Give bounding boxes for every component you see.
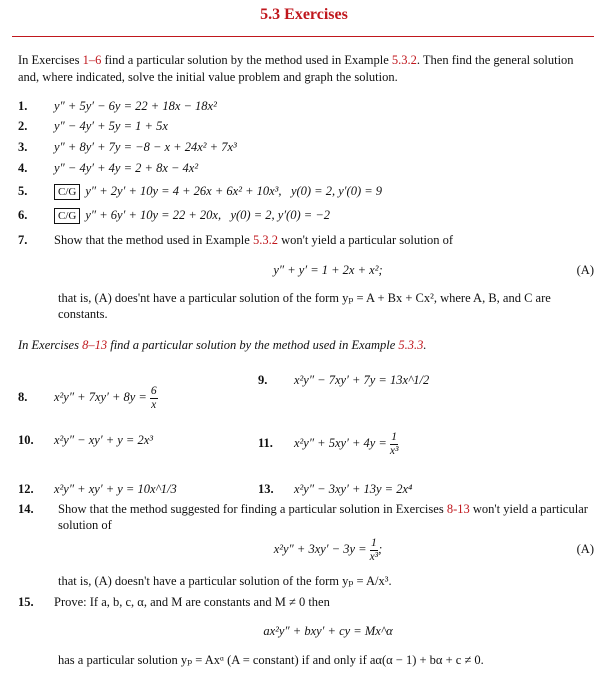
intro-pre: In Exercises (18, 53, 83, 67)
fraction (390, 431, 399, 458)
display-equation (60, 535, 596, 564)
display-equation: y″ + y′ = 1 + 2x + x²; (273, 263, 383, 277)
exercise-range-link[interactable]: 8–13 (82, 338, 108, 352)
section-intro (18, 338, 427, 353)
exercise-number: 11. (258, 436, 273, 450)
initial-conditions: y(0) = 2, y′(0) = 9 (290, 184, 383, 198)
exercise-number: 5. (18, 184, 28, 198)
exercise-equation: y″ + 8y′ + 7y = −8 − x + 24x² + 7x³ (54, 140, 237, 154)
exercise-number: 4. (18, 161, 28, 175)
exercise-number: 12. (18, 482, 34, 496)
exercise-equation: y″ + 6y′ + 10y = 22 + 20x, (85, 208, 222, 222)
exercise-text-post: won't yield a particular solution of (277, 233, 454, 247)
exercise-number: 13. (258, 482, 274, 496)
exercise-number: 7. (18, 233, 28, 247)
exercise-text-post: won't yield a particular solution of (58, 502, 588, 532)
exercise-equation: y″ − 4y′ + 5y = 1 + 5x (54, 119, 168, 133)
exercise-7-followup: that is, (A) does'nt have a particular solution of the form yₚ = A + Bx + Cx², where A, B, and C are constants. (58, 291, 551, 321)
exercise-2 (18, 118, 598, 135)
exercise-number: 10. (18, 433, 34, 447)
exercise-14-followup: that is, (A) doesn't have a particular solution of the form yₚ = A/x³. (58, 574, 392, 588)
exercise-equation: y″ + 2y′ + 10y = 4 + 26x + 6x² + 10x³, (85, 184, 282, 198)
fraction-denominator: x³ (389, 444, 399, 457)
exercise-equation: y″ − 4y′ + 4y = 2 + 8x − 4x² (54, 161, 199, 175)
example-link[interactable]: 5.3.3 (398, 338, 424, 352)
exercise-10 (18, 432, 248, 449)
fraction-numerator: 1 (370, 536, 377, 549)
exercise-text-pre: Show that the method used in Example (54, 233, 253, 247)
fraction-numerator: 6 (150, 384, 157, 397)
example-link[interactable]: 5.3.2 (252, 233, 278, 247)
exercise-number: 15. (18, 595, 34, 609)
exercise-1 (18, 98, 598, 115)
exercise-5 (18, 183, 598, 200)
section-mid: find a particular solution by the method used in Example (107, 338, 399, 352)
exercise-8 (18, 384, 598, 412)
page-title: 5.3 Exercises (260, 6, 348, 23)
example-link[interactable]: 5.3.2 (391, 53, 417, 67)
exercise-equation: y″ + 5y′ − 6y = 22 + 18x − 18x² (54, 99, 217, 113)
exercise-15-followup: has a particular solution yₚ = Axᵅ (A = constant) if and only if aα(α − 1) + bα + c ≠ 0. (58, 653, 484, 667)
exercise-number: 8. (18, 390, 28, 404)
title-rule (12, 36, 594, 37)
exercise-equation: x²y″ − 7xy′ + 7y = 13x^1/2 (294, 373, 430, 387)
fraction-numerator: 1 (391, 430, 398, 443)
intro-post: . Then find the general solution and, where indicated, solve the initial value problem and graph the solution. (18, 53, 574, 84)
exercise-14 (18, 501, 598, 533)
exercise-7 (18, 232, 598, 249)
cg-badge: C/G (54, 208, 80, 224)
exercise-number: 1. (18, 99, 28, 113)
cg-badge: C/G (54, 184, 80, 200)
fraction (150, 385, 158, 412)
exercise-number: 9. (258, 373, 268, 387)
exercise-number: 14. (18, 502, 34, 516)
exercise-range-link[interactable]: 1–6 (82, 53, 102, 67)
fraction-denominator: x (151, 398, 157, 411)
exercise-4 (18, 160, 598, 177)
exercise-15 (18, 594, 598, 611)
exercise-equation: x²y″ + 5xy′ + 4y = (294, 436, 387, 450)
exercise-equation: x²y″ + xy′ + y = 10x^1/3 (54, 482, 177, 496)
exercise-equation: x²y″ + 7xy′ + 8y = (54, 390, 147, 404)
equation-lhs: x²y″ + 3xy′ − 3y = (273, 542, 367, 556)
exercise-equation: x²y″ − xy′ + y = 2x³ (54, 433, 154, 447)
exercise-range-link[interactable]: 8-13 (446, 502, 470, 516)
section-post: . (423, 338, 427, 352)
exercise-13 (258, 481, 588, 498)
exercise-number: 2. (18, 119, 28, 133)
exercise-11 (258, 430, 588, 458)
section-pre: In Exercises (18, 338, 83, 352)
initial-conditions: y(0) = 2, y′(0) = −2 (230, 208, 331, 222)
exercise-text-pre: Show that the method suggested for finding a particular solution in Exercises (58, 502, 447, 516)
intro-paragraph (18, 52, 596, 86)
exercise-12 (18, 481, 248, 498)
exercise-text: Prove: If a, b, c, α, and M are constants and M ≠ 0 then (54, 595, 330, 609)
exercise-6 (18, 207, 598, 224)
fraction-denominator: x³ (369, 550, 379, 563)
fraction (370, 537, 379, 564)
exercise-number: 6. (18, 208, 28, 222)
intro-mid: find a particular solution by the method used in Example (101, 53, 392, 67)
exercise-3 (18, 139, 598, 156)
equation-punct: ; (378, 542, 383, 556)
equation-tag: (A) (576, 263, 594, 277)
equation-tag: (A) (576, 542, 594, 556)
exercise-number: 3. (18, 140, 28, 154)
exercise-equation: x²y″ − 3xy′ + 13y = 2x⁴ (294, 482, 413, 496)
display-equation: ax²y″ + bxy′ + cy = Mx^α (263, 624, 393, 638)
